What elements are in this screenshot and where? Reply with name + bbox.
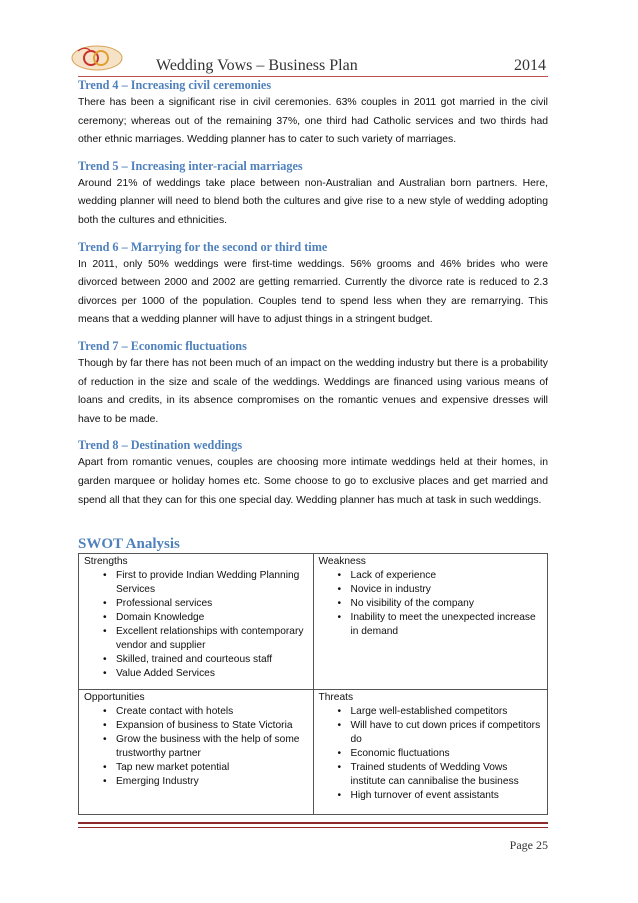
trend-text: Around 21% of weddings take place between non-Australian and Australian born partners. Here, wedding planner will need to blend both the cultures and give rise to a new style of wedding adopting both the cultures and ethnicities. [78, 177, 548, 226]
threats-list [319, 705, 543, 803]
trend-block [78, 438, 548, 510]
trend-block [78, 78, 548, 150]
trend-heading: Trend 6 – Marrying for the second or third time [78, 239, 328, 254]
list-item: • Emerging Industry [116, 775, 308, 789]
swot-table [78, 553, 548, 815]
weakness-title: Weakness [318, 556, 366, 567]
list-item: • Trained students of Wedding Vows institute can cannibalise the business [351, 761, 543, 789]
list-item: • Value Added Services [116, 667, 308, 681]
opportunities-list [84, 705, 308, 789]
weakness-list [319, 569, 543, 639]
list-item: • Lack of experience [351, 569, 543, 583]
trend-heading: Trend 4 – Increasing civil ceremonies [78, 78, 272, 92]
trend-block [78, 159, 548, 231]
opportunities-title: Opportunities [84, 692, 145, 703]
strengths-title: Strengths [84, 556, 128, 567]
swot-row [79, 554, 548, 690]
trend-heading: Trend 8 – Destination weddings [78, 438, 243, 453]
list-item: • First to provide Indian Wedding Planning Services [116, 569, 308, 597]
trend-heading: Trend 5 – Increasing inter-racial marriages [78, 158, 303, 173]
threats-cell [313, 690, 548, 815]
list-item: • Skilled, trained and courteous staff [116, 653, 308, 667]
trend-heading: Trend 7 – Economic fluctuations [78, 338, 247, 353]
page-number: Page 25 [509, 838, 548, 852]
trend-text: Though by far there has not been much of an impact on the wedding industry but there is a probability of reduction in the size and scale of the weddings. Weddings are financed using various means of loans and credits, in its absence compromises on the romantic venues and expensive dresses will have to be made. [78, 357, 548, 425]
trend-text: In 2011, only 50% weddings were first-time weddings. 56% grooms and 46% brides who were divorced between 2000 and 2002 are getting remarried. Currently the divorce rate is reduced to 2.3 divorces per 1000 of the population. Couples tend to spend less when they are remarrying. This means that a wedding planner will have to adjust things in a stringent budget. [78, 258, 548, 326]
list-item: • Large well-established competitors [351, 705, 543, 719]
trends-section [78, 78, 548, 519]
opportunities-cell [79, 690, 314, 815]
list-item: • Excellent relationships with contemporary vendor and supplier [116, 625, 308, 653]
trend-block [78, 339, 548, 429]
list-item: • Inability to meet the unexpected increase in demand [351, 611, 543, 639]
list-item: • No visibility of the company [351, 597, 543, 611]
document-year: 2014 [514, 57, 546, 74]
trend-text: Apart from romantic venues, couples are choosing more intimate weddings held at their homes, in garden marquee or holiday homes etc. Some choose to go to exclusive places and get married and spend all that they can for this one special day. Wedding planner has much at task in such weddings. [78, 457, 548, 506]
swot-row [79, 690, 548, 815]
page-header [78, 54, 548, 77]
trend-text: There has been a significant rise in civil ceremonies. 63% couples in 2011 got married in the civil ceremony; whereas out of the remaining 37%, one third had Catholic services and two thirds had other ethnic marriages. Wedding planner has to cater to such variety of marriages. [78, 97, 548, 146]
list-item: • Create contact with hotels [116, 705, 308, 719]
swot-title: SWOT Analysis [78, 536, 180, 552]
list-item: • Novice in industry [351, 583, 543, 597]
strengths-cell [79, 554, 314, 690]
strengths-list [84, 569, 308, 681]
threats-title: Threats [318, 692, 354, 703]
list-item: • Expansion of business to State Victoria [116, 719, 308, 733]
list-item: • Professional services [116, 597, 308, 611]
list-item: • Economic fluctuations [351, 747, 543, 761]
trend-block [78, 240, 548, 330]
footer-divider [78, 822, 548, 828]
list-item: • Domain Knowledge [116, 611, 308, 625]
list-item: • Grow the business with the help of some trustworthy partner [116, 733, 308, 761]
weakness-cell [313, 554, 548, 690]
list-item: • High turnover of event assistants [351, 789, 543, 803]
document-title: Wedding Vows – Business Plan [156, 57, 358, 74]
list-item: • Tap new market potential [116, 761, 308, 775]
list-item: • Will have to cut down prices if competitors do [351, 719, 543, 747]
